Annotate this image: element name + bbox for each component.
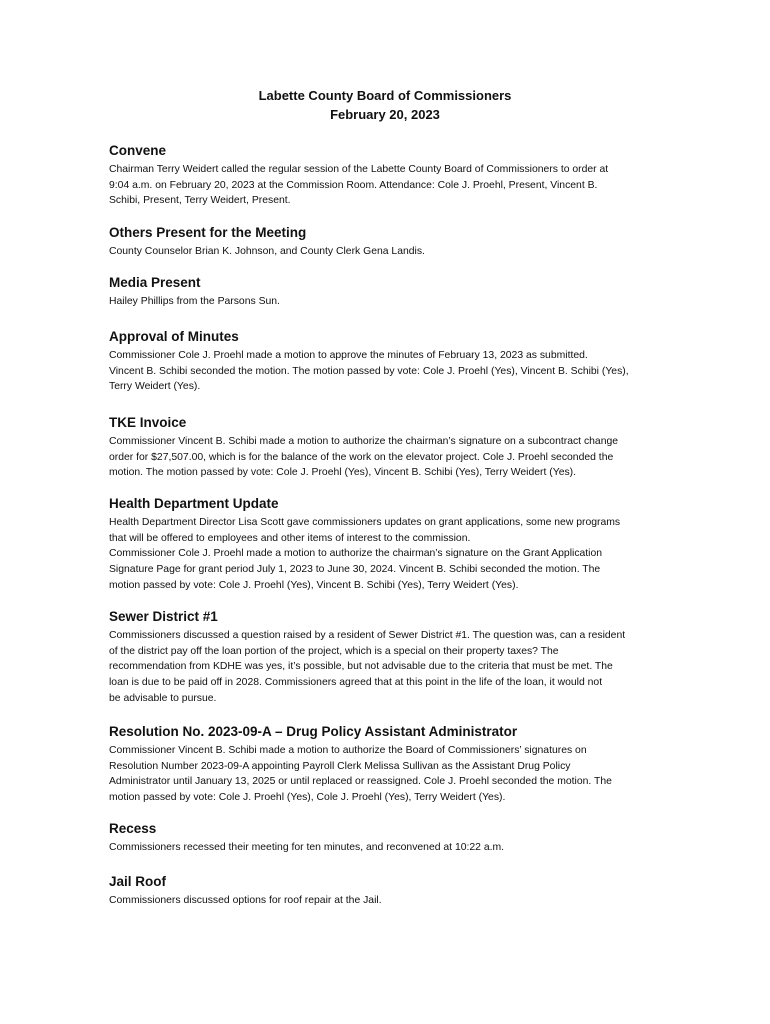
section-heading: Jail Roof xyxy=(109,874,167,889)
section-media-present xyxy=(109,274,280,310)
section-others-present xyxy=(109,224,425,260)
section-text: Commissioners recessed their meeting for ten minutes, and reconvened at 10:22 a.m. xyxy=(109,842,505,853)
section-tke-invoice xyxy=(109,414,618,481)
section-convene xyxy=(109,142,608,209)
section-text: County Counselor Brian K. Johnson, and County Clerk Gena Landis. xyxy=(109,246,425,257)
section-resolution xyxy=(109,723,612,806)
section-heading: Others Present for the Meeting xyxy=(109,225,307,240)
document-date: February 20, 2023 xyxy=(330,107,440,122)
section-text: Commissioners discussed a question raised by a resident of Sewer District #1. The question was, can a resident of the district pay off the loan portion of the project, which is a special on their property taxes? The recommendation from KDHE was yes, it’s possible, but not advisable due to the criteria that must be met. The loan is due to be paid off in 2028. Commissioners agreed that at this point in the life of the loan, it would not be advisable to pursue. xyxy=(109,630,626,704)
section-text: Health Department Director Lisa Scott gave commissioners updates on grant applications, some new programs that will be offered to employees and other items of interest to the commission. Commissioner Cole J. Proehl made a motion to authorize the chairman’s signature on the Grant Application Signature Page for grant period July 1, 2023 to June 30, 2024. Vincent B. Schibi seconded the motion. The motion passed by vote: Cole J. Proehl (Yes), Vincent B. Schibi (Yes), Terry Weidert (Yes). xyxy=(109,517,621,591)
section-heading: Convene xyxy=(109,143,167,158)
section-heading: Approval of Minutes xyxy=(109,329,239,344)
section-jail-roof xyxy=(109,873,382,909)
section-heading: TKE Invoice xyxy=(109,415,187,430)
section-text: Hailey Phillips from the Parsons Sun. xyxy=(109,296,280,307)
section-sewer-district xyxy=(109,608,625,707)
section-text: Commissioners discussed options for roof repair at the Jail. xyxy=(109,895,382,906)
section-text: Commissioner Cole J. Proehl made a motion to approve the minutes of February 13, 2023 as submitted. Vincent B. Schibi seconded the motion. The motion passed by vote: Cole J. Proehl (Yes), Vincent B. Schibi (Yes), Terry Weidert (Yes). xyxy=(109,350,629,393)
document-title: Labette County Board of Commissioners xyxy=(258,88,512,103)
section-heading: Recess xyxy=(109,821,157,836)
section-heading: Resolution No. 2023-09-A – Drug Policy Assistant Administrator xyxy=(109,724,518,739)
section-heading: Health Department Update xyxy=(109,496,279,511)
section-approval-of-minutes xyxy=(109,328,629,395)
section-heading: Media Present xyxy=(109,275,201,290)
section-text: Chairman Terry Weidert called the regular session of the Labette County Board of Commissioners to order at 9:04 a.m. on February 20, 2023 at the Commission Room. Attendance: Cole J. Proehl, Present, Vincent B. Schibi, Present, Terry Weidert, Present. xyxy=(109,164,609,207)
section-heading: Sewer District #1 xyxy=(109,609,218,624)
section-text: Commissioner Vincent B. Schibi made a motion to authorize the chairman’s signature on a subcontract change order for $27,507.00, which is for the balance of the work on the elevator project. Cole J. Proehl seconded the motion. The motion passed by vote: Cole J. Proehl (Yes), Vincent B. Schibi (Yes), Terry Weidert (Yes). xyxy=(109,436,619,479)
section-health-department-update xyxy=(109,495,620,594)
section-text: Commissioner Vincent B. Schibi made a motion to authorize the Board of Commissioners’ signatures on Resolution Number 2023-09-A appointing Payroll Clerk Melissa Sullivan as the Assistant Drug Policy Administrator until January 13, 2025 or until replaced or reassigned. Cole J. Proehl seconded the motion. The motion passed by vote: Cole J. Proehl (Yes), Cole J. Proehl (Yes), Terry Weidert (Yes). xyxy=(109,745,612,804)
document-header xyxy=(0,86,770,124)
section-recess xyxy=(109,820,504,856)
